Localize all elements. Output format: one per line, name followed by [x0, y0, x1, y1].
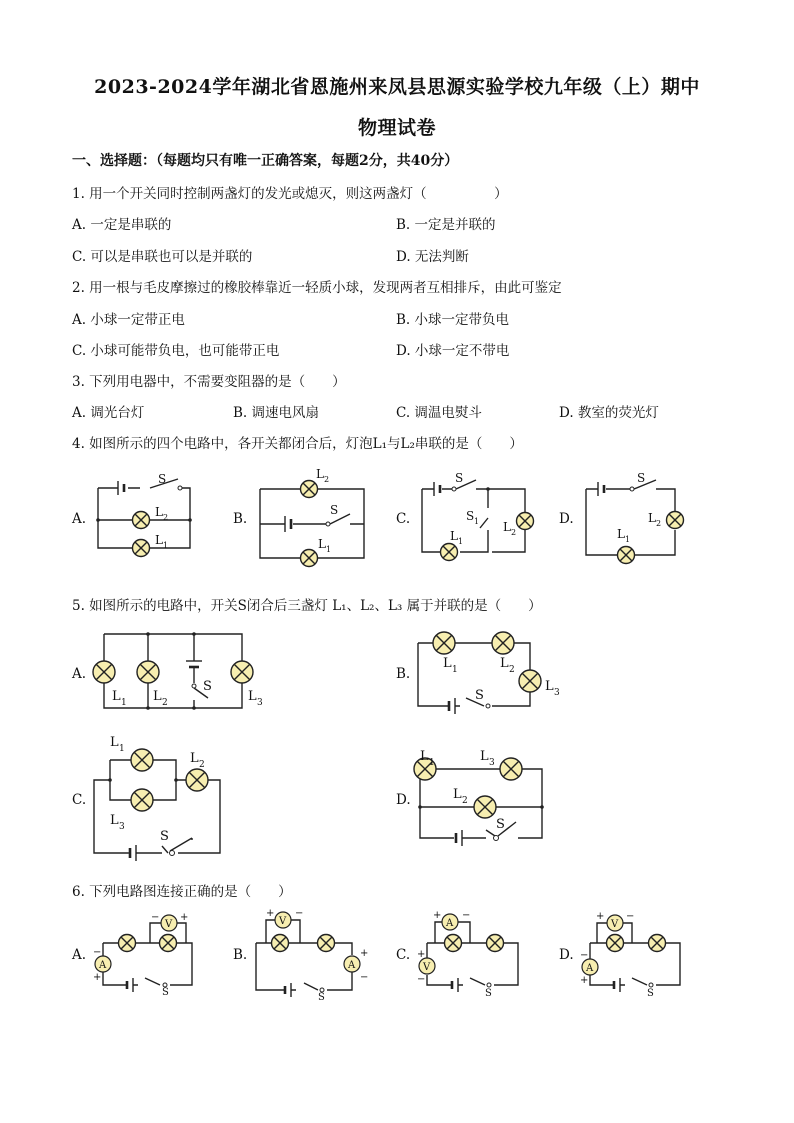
lamp-l1: [131, 749, 153, 771]
svg-text:L: L: [450, 529, 458, 543]
svg-text:−: −: [580, 950, 589, 961]
lamp-l3: [500, 758, 522, 780]
svg-text:L: L: [617, 527, 625, 541]
svg-text:S: S: [485, 988, 492, 999]
svg-text:1: 1: [429, 758, 435, 768]
lamp-l3: [231, 661, 253, 683]
q4a-circuit: [96, 472, 192, 557]
svg-text:S: S: [647, 988, 654, 999]
lamp-l2: [133, 512, 150, 529]
lamp: [119, 935, 136, 952]
svg-text:S: S: [475, 688, 484, 703]
svg-text:+: +: [266, 908, 275, 919]
svg-text:L: L: [248, 689, 257, 704]
svg-text:3: 3: [119, 822, 125, 832]
q4b-circuit: [260, 467, 364, 567]
svg-text:L: L: [155, 505, 163, 519]
q5-option-a[interactable]: A.: [72, 666, 87, 682]
svg-text:+: +: [433, 910, 442, 921]
q1-option-a[interactable]: A. 一定是串联的: [72, 217, 172, 233]
svg-text:2: 2: [324, 475, 330, 484]
q4d-circuit: [586, 471, 684, 564]
svg-text:L: L: [500, 656, 509, 671]
svg-text:A: A: [586, 963, 594, 974]
svg-text:S: S: [162, 987, 169, 998]
q4-option-d[interactable]: D.: [559, 511, 574, 527]
svg-text:−: −: [151, 912, 160, 923]
svg-text:2: 2: [162, 698, 168, 708]
lamp-l1: [133, 540, 150, 557]
q6-option-a[interactable]: A.: [72, 947, 87, 963]
lamp-l2: [186, 769, 208, 791]
lamp: [607, 935, 624, 952]
lamp-l2: [301, 481, 318, 498]
lamp-l2: [474, 796, 496, 818]
q1-option-d[interactable]: D. 无法判断: [396, 249, 469, 265]
svg-text:1: 1: [121, 698, 127, 708]
svg-text:A: A: [446, 918, 454, 929]
lamp-l1: [301, 550, 318, 567]
q1-option-b[interactable]: B. 一定是并联的: [396, 217, 496, 233]
svg-text:+: +: [596, 911, 605, 922]
svg-text:3: 3: [554, 688, 560, 698]
svg-text:S: S: [637, 471, 646, 485]
lamp-l1: [433, 632, 455, 654]
svg-text:+: +: [93, 972, 102, 983]
q3-option-c[interactable]: C. 调温电熨斗: [396, 405, 482, 421]
lamp-l1: [441, 544, 458, 561]
svg-text:−: −: [295, 908, 304, 919]
q4-option-b[interactable]: B.: [233, 511, 248, 527]
q5a-circuit: [93, 632, 263, 710]
svg-text:2: 2: [509, 665, 515, 675]
svg-text:V: V: [611, 919, 619, 930]
svg-text:1: 1: [326, 545, 332, 554]
q6a-circuit: [93, 912, 192, 998]
q3-option-b[interactable]: B. 调速电风扇: [233, 405, 320, 421]
svg-text:2: 2: [656, 519, 662, 528]
lamp-l2: [492, 632, 514, 654]
lamp: [487, 935, 504, 952]
switch-label: S: [158, 472, 167, 486]
q6b-circuit: [256, 908, 368, 1003]
q5-option-b[interactable]: B.: [396, 666, 411, 682]
svg-text:3: 3: [489, 758, 495, 768]
svg-text:1: 1: [474, 517, 480, 526]
q5b-circuit: [418, 632, 560, 714]
svg-text:L: L: [155, 533, 163, 547]
svg-text:+: +: [180, 912, 189, 923]
svg-text:L: L: [316, 467, 324, 481]
svg-text:A: A: [348, 960, 356, 971]
svg-text:S: S: [496, 817, 505, 832]
page-title: 2023-2024学年湖北省恩施州来凤县思源实验学校九年级（上）期中: [94, 76, 700, 98]
svg-text:1: 1: [458, 537, 464, 546]
svg-text:S: S: [203, 679, 212, 694]
lamp: [318, 935, 335, 952]
svg-text:−: −: [462, 910, 471, 921]
svg-text:1: 1: [625, 535, 631, 544]
svg-text:L: L: [480, 749, 489, 764]
section-heading: 一、选择题：（每题均只有唯一正确答案，每题2分，共40分）: [72, 153, 459, 169]
svg-text:−: −: [360, 972, 369, 983]
q2-option-d[interactable]: D. 小球一定不带电: [396, 343, 510, 359]
q6-option-d[interactable]: D.: [559, 947, 574, 963]
lamp-l2: [667, 512, 684, 529]
svg-text:S: S: [330, 503, 339, 517]
svg-text:S: S: [466, 509, 475, 523]
svg-text:3: 3: [257, 698, 263, 708]
lamp-l2: [137, 661, 159, 683]
lamp: [272, 935, 289, 952]
question-2-stem: 2. 用一根与毛皮摩擦过的橡胶棒靠近一轻质小球，发现两者互相排斥，由此可鉴定: [72, 280, 562, 296]
lamp: [649, 935, 666, 952]
q5c-circuit: [94, 735, 220, 861]
q4c-circuit: [422, 471, 534, 561]
q4-option-a[interactable]: A.: [72, 511, 87, 527]
svg-text:L: L: [545, 679, 554, 694]
svg-text:V: V: [279, 916, 287, 927]
page-subtitle: 物理试卷: [357, 117, 436, 139]
lamp-l1: [618, 547, 635, 564]
svg-text:L: L: [443, 656, 452, 671]
svg-text:1: 1: [119, 744, 125, 754]
lamp: [445, 935, 462, 952]
svg-text:L: L: [153, 689, 162, 704]
q3-option-a[interactable]: A. 调光台灯: [72, 405, 145, 421]
svg-text:A: A: [99, 960, 107, 971]
svg-text:S: S: [160, 829, 169, 844]
svg-text:2: 2: [163, 513, 169, 522]
svg-text:L: L: [420, 749, 429, 764]
svg-text:−: −: [93, 947, 102, 958]
lamp: [160, 935, 177, 952]
svg-text:L: L: [648, 511, 656, 525]
svg-text:+: +: [580, 975, 589, 986]
q3-option-d[interactable]: D. 教室的荧光灯: [559, 405, 659, 421]
lamp-l3: [519, 670, 541, 692]
svg-text:L: L: [110, 735, 119, 750]
svg-text:2: 2: [199, 760, 205, 770]
lamp-l3: [131, 789, 153, 811]
svg-text:1: 1: [452, 665, 458, 675]
svg-text:L: L: [112, 689, 121, 704]
q6c-circuit: [417, 910, 518, 999]
svg-text:1: 1: [163, 541, 169, 550]
question-5-stem: 5. 如图所示的电路中，开关S闭合后三盏灯 L₁、L₂、L₃ 属于并联的是（ ）: [72, 598, 542, 614]
q5-option-c[interactable]: C.: [72, 792, 87, 808]
q6-option-c[interactable]: C.: [396, 947, 411, 963]
q2-option-a[interactable]: A. 小球一定带正电: [72, 312, 185, 328]
q2-option-b[interactable]: B. 小球一定带负电: [396, 312, 510, 328]
q6d-circuit: [580, 911, 680, 999]
svg-text:2: 2: [462, 796, 468, 806]
q2-option-c[interactable]: C. 小球可能带负电，也可能带正电: [72, 343, 280, 359]
svg-text:L: L: [110, 813, 119, 828]
svg-text:+: +: [417, 949, 426, 960]
svg-text:S: S: [455, 471, 464, 485]
svg-text:−: −: [417, 974, 426, 985]
svg-text:2: 2: [511, 528, 517, 537]
svg-text:L: L: [190, 751, 199, 766]
svg-text:L: L: [453, 787, 462, 802]
question-6-stem: 6. 下列电路图连接正确的是（ ）: [72, 884, 292, 900]
svg-text:L: L: [503, 520, 511, 534]
svg-text:S: S: [318, 992, 325, 1003]
question-4-stem: 4. 如图所示的四个电路中，各开关都闭合后，灯泡L₁与L₂串联的是（ ）: [72, 436, 523, 452]
svg-text:V: V: [423, 962, 431, 973]
question-1-stem: 1. 用一个开关同时控制两盏灯的发光或熄灭，则这两盏灯（ ）: [72, 186, 508, 202]
q5d-circuit: [414, 749, 544, 846]
svg-text:−: −: [626, 911, 635, 922]
q4-option-c[interactable]: C.: [396, 511, 411, 527]
q5-option-d[interactable]: D.: [396, 792, 411, 808]
svg-text:V: V: [165, 919, 173, 930]
q1-option-c[interactable]: C. 可以是串联也可以是并联的: [72, 249, 253, 265]
question-3-stem: 3. 下列用电器中，不需要变阻器的是（ ）: [72, 374, 346, 390]
lamp-l1: [93, 661, 115, 683]
svg-text:L: L: [318, 537, 326, 551]
svg-text:+: +: [360, 948, 369, 959]
q6-option-b[interactable]: B.: [233, 947, 248, 963]
lamp-l2: [517, 513, 534, 530]
